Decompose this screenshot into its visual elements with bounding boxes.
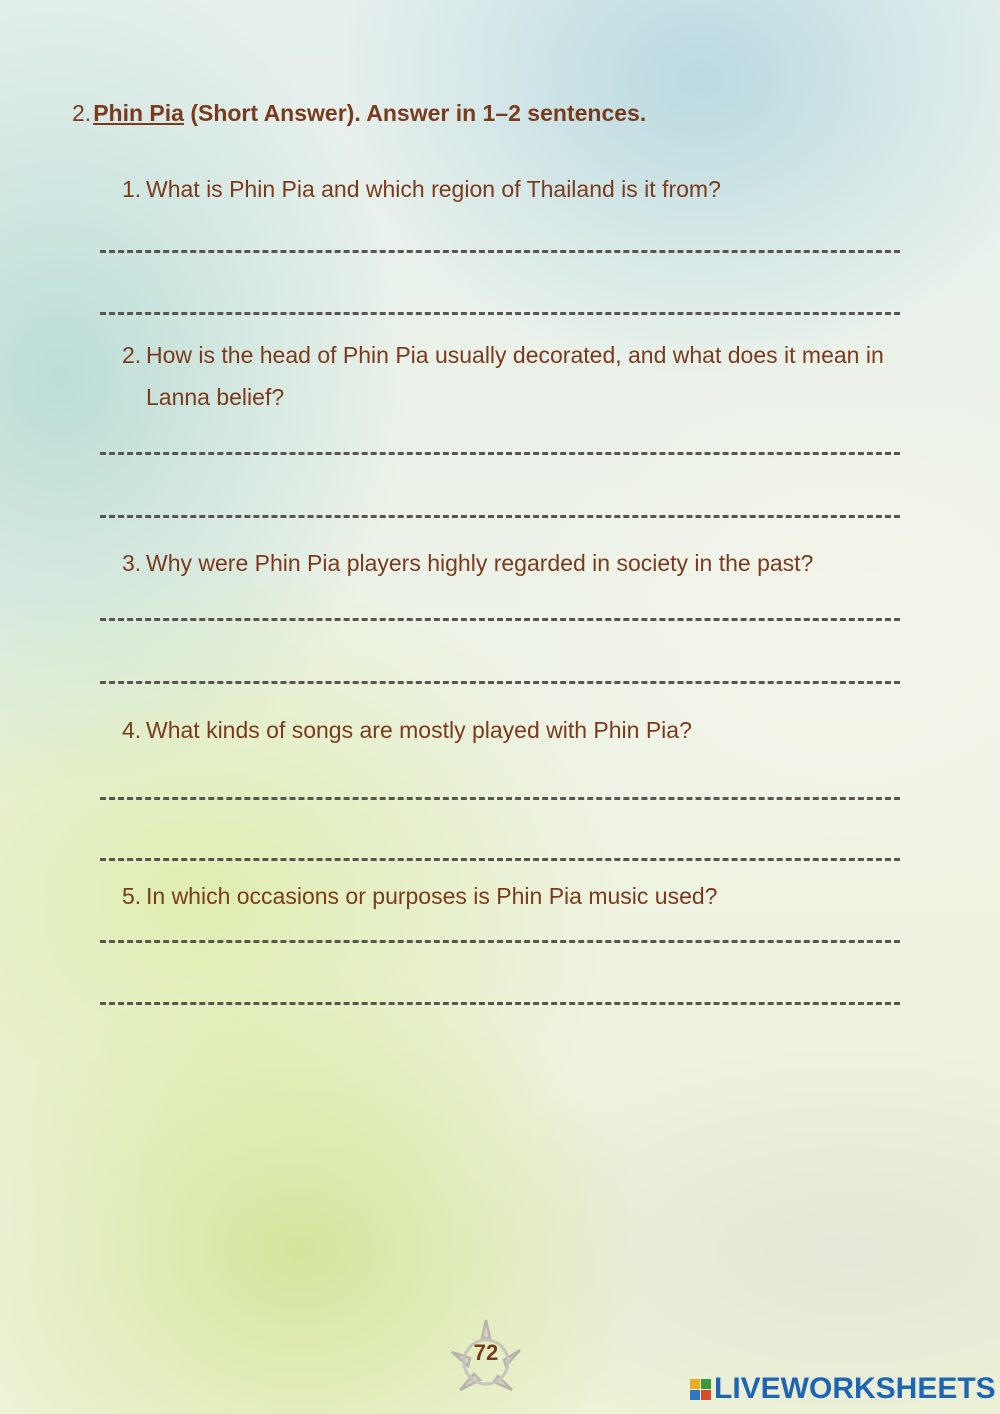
- section-heading: [72, 100, 646, 127]
- question-number: 4.: [122, 717, 142, 743]
- answer-line-5b[interactable]: [100, 1002, 900, 1005]
- question-text: What is Phin Pia and which region of Thailand is it from?: [146, 176, 721, 202]
- answer-line-5a[interactable]: [100, 940, 900, 943]
- answer-line-1a[interactable]: [100, 250, 900, 253]
- liveworksheets-brand[interactable]: [690, 1372, 996, 1406]
- answer-line-3b[interactable]: [100, 681, 900, 684]
- question-3: [122, 542, 892, 584]
- question-text: What kinds of songs are mostly played with Phin Pia?: [146, 717, 692, 743]
- answer-line-4b[interactable]: [100, 858, 900, 861]
- question-number: 3.: [122, 550, 142, 576]
- question-number: 5.: [122, 883, 142, 909]
- answer-line-4a[interactable]: [100, 797, 900, 800]
- question-text: Why were Phin Pia players highly regarded in society in the past?: [146, 550, 814, 576]
- question-2: [122, 334, 892, 418]
- section-number: 2.: [72, 100, 92, 126]
- section-title: Phin Pia: [93, 100, 184, 126]
- liveworksheets-logo-icon: [690, 1377, 712, 1401]
- question-number: 2.: [122, 342, 142, 368]
- question-number: 1.: [122, 176, 142, 202]
- answer-line-3a[interactable]: [100, 618, 900, 621]
- question-1: [122, 168, 892, 210]
- answer-line-2b[interactable]: [100, 515, 900, 518]
- brand-name: LIVEWORKSHEETS: [714, 1372, 996, 1405]
- question-text: How is the head of Phin Pia usually decorated, and what does it mean in Lanna belief?: [146, 342, 884, 410]
- answer-line-2a[interactable]: [100, 452, 900, 455]
- question-4: [122, 709, 892, 751]
- section-instruction: (Short Answer). Answer in 1–2 sentences.: [183, 100, 647, 126]
- question-text: In which occasions or purposes is Phin Pia music used?: [146, 883, 718, 909]
- answer-line-1b[interactable]: [100, 312, 900, 315]
- page-number-badge: [446, 1316, 526, 1396]
- question-5: [122, 875, 892, 917]
- page-number: 72: [473, 1340, 499, 1365]
